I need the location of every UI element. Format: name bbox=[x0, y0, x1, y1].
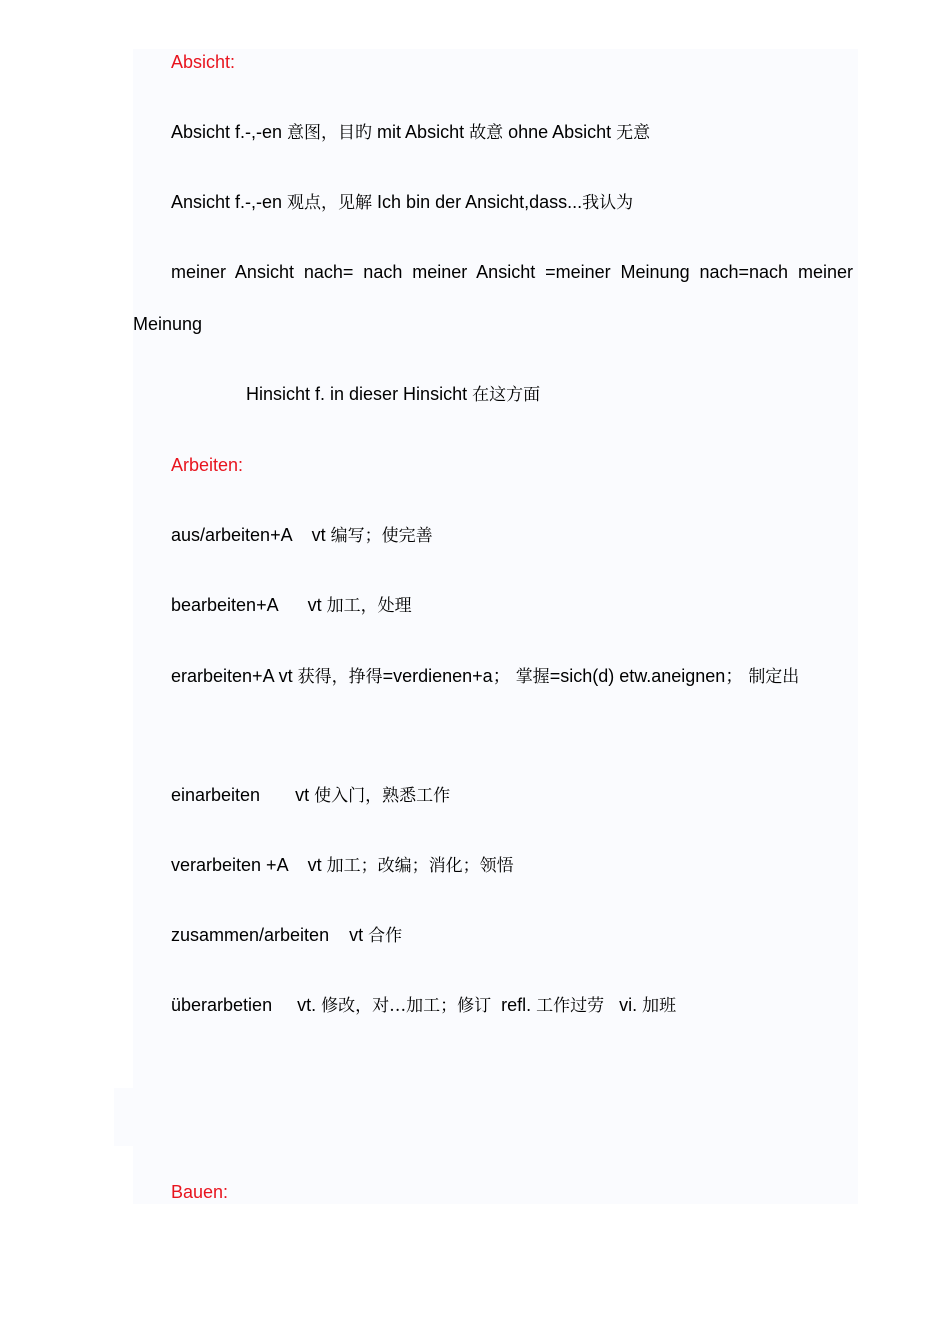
entry-ansicht-cn: 观点，见解 bbox=[287, 193, 373, 213]
entry-einarbeiten-de: einarbeiten vt bbox=[171, 785, 315, 805]
entry-verarbeiten-cn: 加工；改编；消化；领悟 bbox=[326, 856, 514, 876]
entry-zusammenarbeiten-de: zusammen/arbeiten vt bbox=[171, 925, 369, 945]
entry-erarbeiten bbox=[133, 650, 853, 703]
entry-erarbeiten-cn: 获得，挣得 bbox=[297, 667, 383, 687]
entry-absicht-cn2: 故意 bbox=[469, 123, 504, 143]
entry-verarbeiten-de: verarbeiten +A vt bbox=[171, 855, 327, 875]
entry-ueberarbeiten-cn2: 工作过劳 bbox=[536, 996, 605, 1016]
entry-hinsicht-de: Hinsicht f. in dieser Hinsicht bbox=[246, 384, 473, 404]
entry-bearbeiten-de: bearbeiten+A vt bbox=[171, 595, 327, 615]
entry-ueberarbeiten-cn3: 加班 bbox=[642, 996, 677, 1016]
entry-absicht-cn3: 无意 bbox=[616, 123, 651, 143]
entry-ansicht-de2: Ich bin der Ansicht,dass... bbox=[372, 192, 583, 212]
entry-ansicht bbox=[171, 191, 633, 214]
heading-arbeiten: Arbeiten: bbox=[171, 455, 244, 475]
entry-ansicht-cn2: 我认为 bbox=[582, 193, 634, 213]
entry-meiner-ansicht-text: meiner Ansicht nach= nach meiner Ansicht =meiner Meinung nach=nach meiner Meinung bbox=[133, 262, 853, 334]
entry-erarbeiten-de2: =verdienen+a； bbox=[382, 666, 516, 686]
entry-ausarbeiten bbox=[171, 524, 433, 547]
entry-absicht-de: Absicht f.-,-en bbox=[171, 122, 288, 142]
panel-notch bbox=[114, 1088, 133, 1146]
entry-hinsicht bbox=[246, 383, 540, 406]
entry-bearbeiten bbox=[171, 594, 412, 617]
entry-bearbeiten-cn: 加工，处理 bbox=[326, 596, 412, 616]
entry-zusammenarbeiten bbox=[171, 924, 402, 947]
entry-absicht bbox=[171, 121, 650, 144]
entry-ausarbeiten-cn: 编写；使完善 bbox=[330, 526, 433, 546]
entry-ueberarbeiten-cn: 修改，对…加工；修订 bbox=[321, 996, 492, 1016]
entry-einarbeiten bbox=[171, 784, 450, 807]
entry-ausarbeiten-de: aus/arbeiten+A vt bbox=[171, 525, 331, 545]
entry-ueberarbeiten bbox=[171, 994, 676, 1017]
entry-ueberarbeiten-de2: refl. bbox=[491, 995, 537, 1015]
heading-absicht: Absicht: bbox=[171, 52, 236, 72]
entry-verarbeiten bbox=[171, 854, 514, 877]
entry-absicht-cn: 意图，目旳 bbox=[287, 123, 373, 143]
entry-ansicht-de: Ansicht f.-,-en bbox=[171, 192, 288, 212]
heading-bauen: Bauen: bbox=[171, 1182, 229, 1202]
content-panel bbox=[133, 49, 858, 1204]
entry-einarbeiten-cn: 使入门，熟悉工作 bbox=[314, 786, 451, 806]
entry-hinsicht-cn: 在这方面 bbox=[472, 385, 541, 405]
entry-zusammenarbeiten-cn: 合作 bbox=[368, 926, 403, 946]
entry-erarbeiten-cn3: 制定出 bbox=[748, 667, 800, 687]
entry-erarbeiten-de3: =sich(d) etw.aneignen； bbox=[549, 666, 749, 686]
entry-ueberarbeiten-de: überarbetien vt. bbox=[171, 995, 322, 1015]
entry-absicht-de3: ohne Absicht bbox=[503, 122, 617, 142]
entry-erarbeiten-cn2: 掌握 bbox=[515, 667, 550, 687]
entry-ueberarbeiten-de3: vi. bbox=[604, 995, 643, 1015]
entry-meiner-ansicht bbox=[133, 246, 853, 350]
entry-absicht-de2: mit Absicht bbox=[372, 122, 470, 142]
entry-erarbeiten-de: erarbeiten+A vt bbox=[171, 666, 298, 686]
